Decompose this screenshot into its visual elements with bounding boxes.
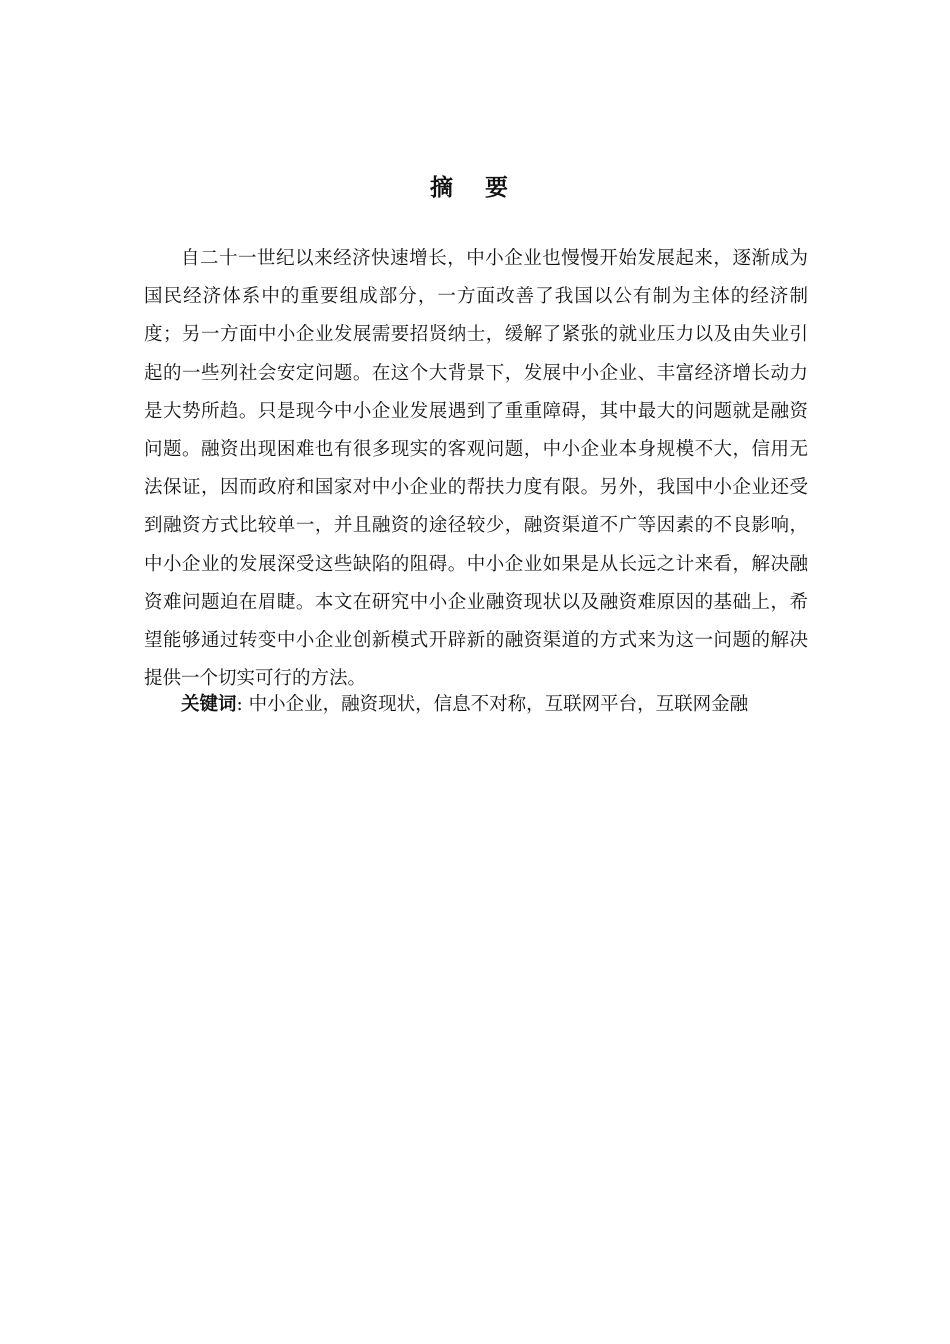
keywords-separator: : [236, 694, 249, 715]
keywords-line [144, 686, 808, 724]
keywords-label: 关键词 [181, 694, 237, 715]
abstract-paragraph: 自二十一世纪以来经济快速增长，中小企业也慢慢开始发展起来，逐渐成为国民经济体系中的重要组成部分，一方面改善了我国以公有制为主体的经济制度；另一方面中小企业发展需要招贤纳士，缓解了紧张的就业压力以及由失业引起的一些列社会安定问题。在这个大背景下，发展中小企业、丰富经济增长动力是大势所趋。只是现今中小企业发展遇到了重重障碍，其中最大的问题就是融资问题。融资出现困难也有很多现实的客观问题，中小企业本身规模不大，信用无法保证，因而政府和国家对中小企业的帮扶力度有限。另外，我国中小企业还受到融资方式比较单一，并且融资的途径较少，融资渠道不广等因素的不良影响，中小企业的发展深受这些缺陷的阻碍。中小企业如果是从长远之计来看，解决融资难问题迫在眉睫。本文在研究中小企业融资现状以及融资难原因的基础上，希望能够通过转变中小企业创新模式开辟新的融资渠道的方式来为这一问题的解决提供一个切实可行的方法。 [144, 248, 808, 690]
keywords-list: 中小企业，融资现状，信息不对称，互联网平台，互联网金融 [248, 694, 749, 715]
abstract-title: 摘 要 [429, 175, 520, 201]
